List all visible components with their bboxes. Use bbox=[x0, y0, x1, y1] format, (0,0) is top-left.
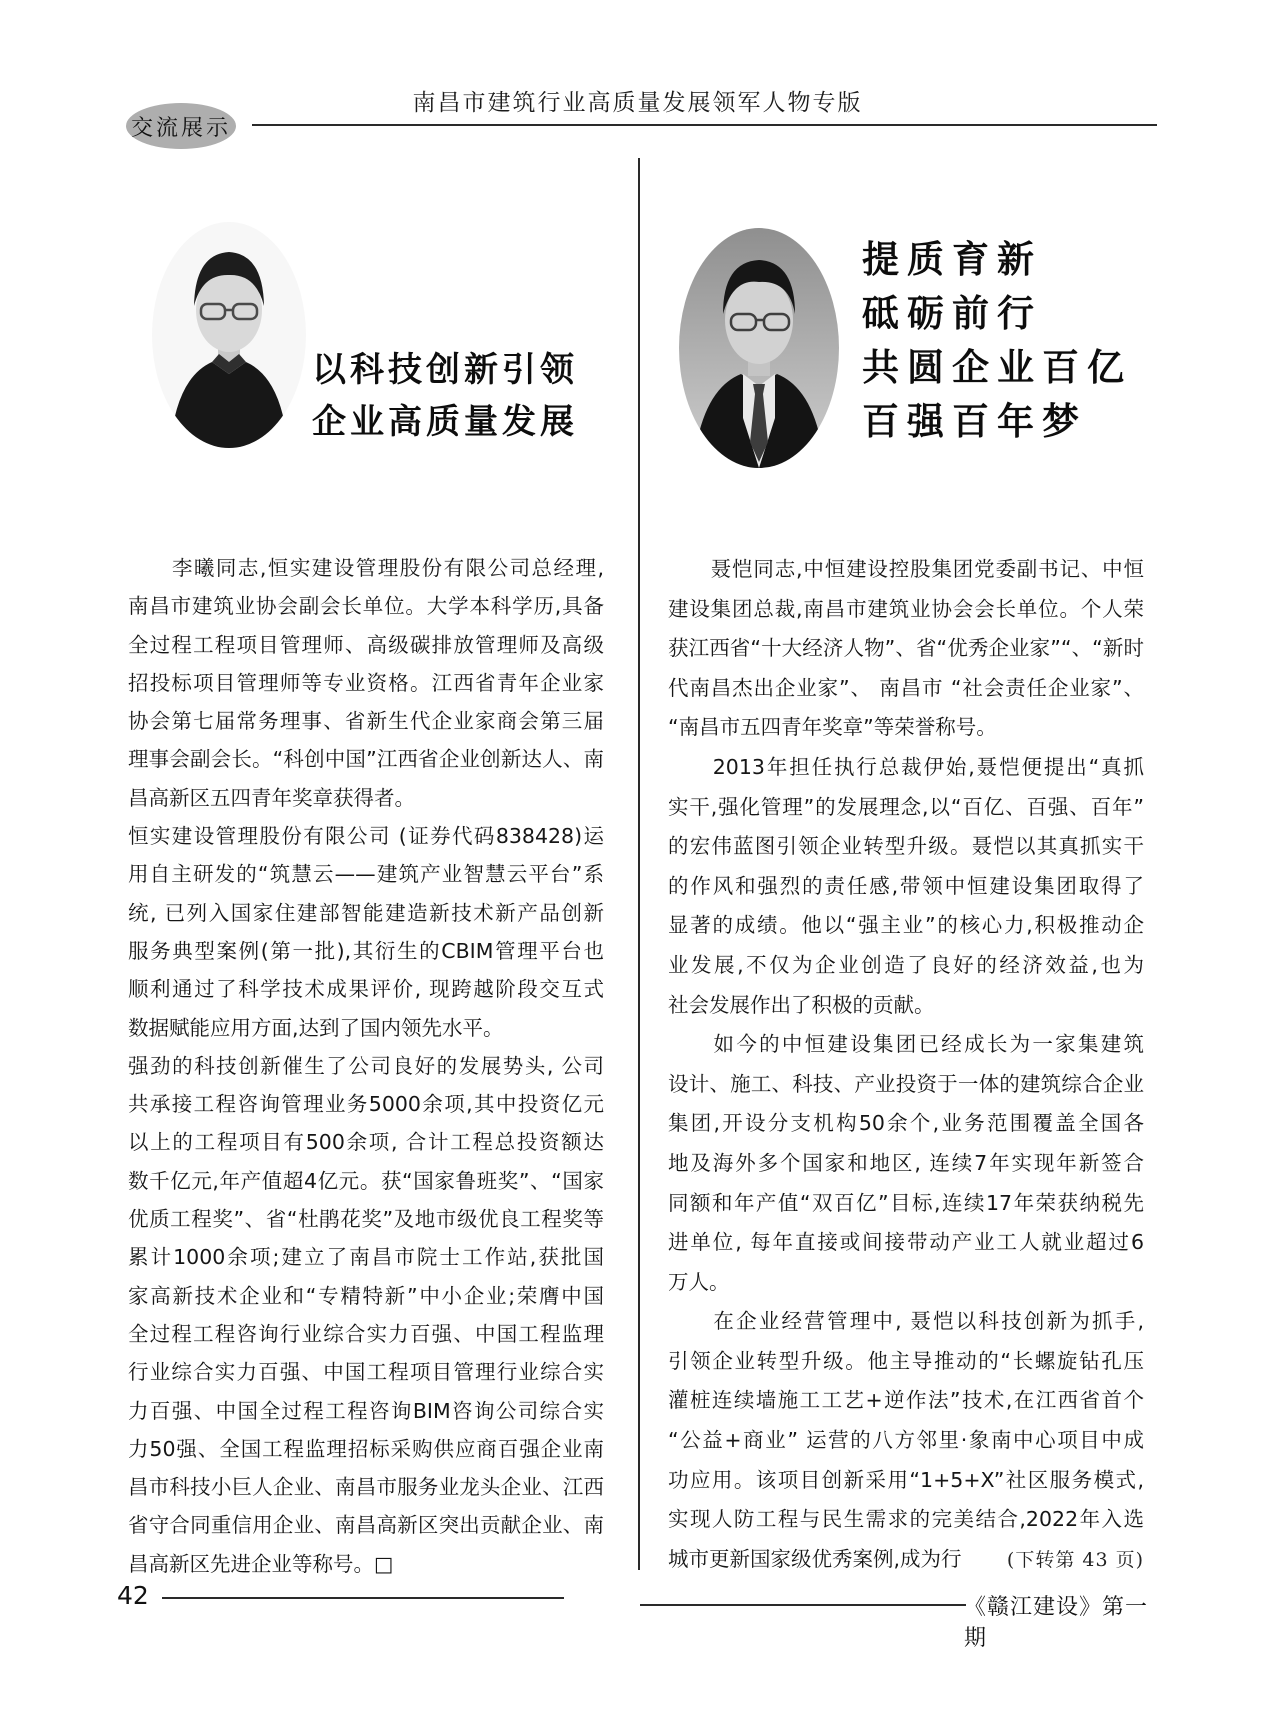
text-line: 数据赋能应用方面,达到了国内领先水平。 bbox=[128, 1015, 504, 1040]
text-line: 协会第七届常务理事、省新生代企业家商会第三届 bbox=[128, 709, 604, 734]
text-line: 如今的中恒建设集团已经成长为一家集建筑 bbox=[668, 1032, 1144, 1057]
section-badge: 交流展示 bbox=[126, 103, 236, 149]
text-line: 力百强、中国全过程工程咨询BIM咨询公司综合实 bbox=[128, 1398, 604, 1423]
text-line: 优质工程奖”、省“杜鹃花奖”及地市级优良工程奖等 bbox=[128, 1207, 604, 1232]
text-line: 同额和年产值“双百亿”目标,连续17年荣获纳税先 bbox=[668, 1190, 1144, 1215]
portrait-left-illustration bbox=[152, 222, 306, 448]
footer-rule-right bbox=[640, 1604, 966, 1606]
portrait-right-illustration bbox=[679, 228, 839, 468]
text-line: 建设集团总裁,南昌市建筑业协会会长单位。个人荣 bbox=[668, 596, 1144, 621]
text-line: 累计1000余项;建立了南昌市院士工作站,获批国 bbox=[128, 1245, 604, 1270]
text-line: 设计、施工、科技、产业投资于一体的建筑综合企业 bbox=[668, 1071, 1144, 1096]
text-line: 在企业经营管理中, 聂恺以科技创新为抓手, bbox=[668, 1309, 1144, 1334]
page-header-title: 南昌市建筑行业高质量发展领军人物专版 bbox=[412, 90, 863, 116]
text-line: 全过程工程项目管理师、高级碳排放管理师及高级 bbox=[128, 632, 604, 657]
journal-issue: 《赣江建设》第一期 bbox=[964, 1595, 1149, 1651]
text-line: 万人。 bbox=[668, 1269, 730, 1294]
text-line: 引领企业转型升级。他主导推动的“长螺旋钻孔压 bbox=[668, 1348, 1144, 1373]
text-line: 以上的工程项目有500余项, 合计工程总投资额达 bbox=[128, 1130, 604, 1155]
text-line: 的作风和强烈的责任感,带领中恒建设集团取得了 bbox=[668, 873, 1144, 898]
last-line-text: 城市更新国家级优秀案例,成为行 bbox=[668, 1546, 962, 1571]
text-line: 社会发展作出了积极的贡献。 bbox=[668, 992, 935, 1017]
text-line: 砥砺前行 bbox=[862, 291, 1042, 335]
text-line: 集团,开设分支机构50余个,业务范围覆盖全国各 bbox=[668, 1111, 1144, 1136]
continuation-note: (下转第 43 页) bbox=[1006, 1548, 1144, 1571]
portrait-photo-right bbox=[679, 228, 839, 468]
text-line: 昌高新区五四青年奖章获得者。 bbox=[128, 785, 415, 810]
paragraph bbox=[668, 550, 1144, 748]
text-line: 实现人防工程与民生需求的完美结合,2022年入选 bbox=[668, 1507, 1144, 1532]
text-line: 百强百年梦 bbox=[862, 399, 1087, 443]
article-title-left bbox=[312, 344, 578, 448]
text-line: 共承接工程咨询管理业务5000余项,其中投资亿元 bbox=[128, 1092, 604, 1117]
text-line: 灌桩连续墙施工工艺+逆作法”技术,在江西省首个 bbox=[668, 1388, 1144, 1413]
text-line: 聂恺同志,中恒建设控股集团党委副书记、中恒 bbox=[668, 557, 1144, 581]
text-line: 顺利通过了科学技术成果评价, 现跨越阶段交互式 bbox=[128, 977, 604, 1002]
paragraph bbox=[128, 1047, 604, 1583]
text-line: 进单位, 每年直接或间接带动产业工人就业超过6 bbox=[668, 1230, 1144, 1255]
column-divider bbox=[638, 158, 640, 1570]
header-rule bbox=[252, 124, 1157, 126]
text-line: 的宏伟蓝图引领企业转型升级。聂恺以其真抓实干 bbox=[668, 834, 1144, 859]
text-line: 统, 已列入国家住建部智能建造新技术新产品创新 bbox=[128, 900, 604, 925]
text-line: 获江西省“十大经济人物”、省“优秀企业家”“、“新时 bbox=[668, 636, 1144, 661]
paragraph bbox=[668, 1302, 1144, 1540]
footer-rule-left bbox=[162, 1597, 564, 1599]
text-line: 以科技创新引领 bbox=[312, 350, 578, 390]
text-line: 昌市科技小巨人企业、南昌市服务业龙头企业、江西 bbox=[128, 1475, 604, 1500]
text-line: 业发展,不仅为企业创造了良好的经济效益,也为 bbox=[668, 952, 1144, 977]
text-line: 实干,强化管理”的发展理念,以“百亿、百强、百年” bbox=[668, 794, 1144, 819]
paragraph bbox=[128, 549, 604, 817]
text-line: 南昌市建筑业协会副会长单位。大学本科学历,具备 bbox=[128, 594, 604, 619]
text-line: 全过程工程咨询行业综合实力百强、中国工程监理 bbox=[128, 1321, 604, 1346]
paragraph bbox=[668, 1025, 1144, 1302]
text-line: “南昌市五四青年奖章”等荣誉称号。 bbox=[668, 715, 997, 740]
text-line bbox=[668, 1540, 1144, 1581]
text-line: 服务典型案例(第一批),其衍生的CBIM管理平台也 bbox=[128, 938, 604, 963]
text-line: 强劲的科技创新催生了公司良好的发展势头, 公司 bbox=[128, 1053, 604, 1078]
text-line: “公益+商业” 运营的八方邻里·象南中心项目中成 bbox=[668, 1428, 1144, 1453]
text-line: 省守合同重信用企业、南昌高新区突出贡献企业、南 bbox=[128, 1513, 604, 1538]
text-line: 家高新技术企业和“专精特新”中小企业;荣膺中国 bbox=[128, 1283, 604, 1308]
text-line: 功应用。该项目创新采用“1+5+X”社区服务模式, bbox=[668, 1467, 1144, 1492]
text-line: 共圆企业百亿 bbox=[862, 345, 1132, 389]
text-line: 招投标项目管理师等专业资格。江西省青年企业家 bbox=[128, 670, 604, 695]
text-line: 显著的成绩。他以“强主业”的核心力,积极推动企 bbox=[668, 913, 1144, 938]
text-line: 企业高质量发展 bbox=[312, 402, 578, 442]
text-line: 恒实建设管理股份有限公司 (证券代码838428)运 bbox=[128, 824, 604, 849]
article-body-right bbox=[668, 550, 1144, 1580]
article-body-left bbox=[128, 549, 604, 1583]
text-line: 提质育新 bbox=[862, 237, 1042, 281]
text-line: 用自主研发的“筑慧云——建筑产业智慧云平台”系 bbox=[128, 862, 604, 887]
text-line: 代南昌杰出企业家”、 南昌市 “社会责任企业家”、 bbox=[668, 675, 1144, 700]
text-line: 地及海外多个国家和地区, 连续7年实现年新签合 bbox=[668, 1150, 1144, 1175]
text-line: 2013年担任执行总裁伊始,聂恺便提出“真抓 bbox=[668, 754, 1144, 779]
paragraph bbox=[668, 748, 1144, 1025]
text-line: 数千亿元,年产值超4亿元。获“国家鲁班奖”、“国家 bbox=[128, 1168, 604, 1193]
text-line: 力50强、全国工程监理招标采购供应商百强企业南 bbox=[128, 1436, 604, 1461]
text-line: 昌高新区先进企业等称号。□ bbox=[128, 1551, 394, 1576]
text-line: 行业综合实力百强、中国工程项目管理行业综合实 bbox=[128, 1360, 604, 1385]
paragraph bbox=[128, 817, 604, 1047]
text-line: 李曦同志,恒实建设管理股份有限公司总经理, bbox=[128, 556, 604, 580]
portrait-photo-left bbox=[152, 222, 306, 448]
article-title-right bbox=[862, 232, 1132, 448]
text-line: 理事会副会长。“科创中国”江西省企业创新达人、南 bbox=[128, 747, 604, 772]
page-number: 42 bbox=[117, 1581, 149, 1610]
